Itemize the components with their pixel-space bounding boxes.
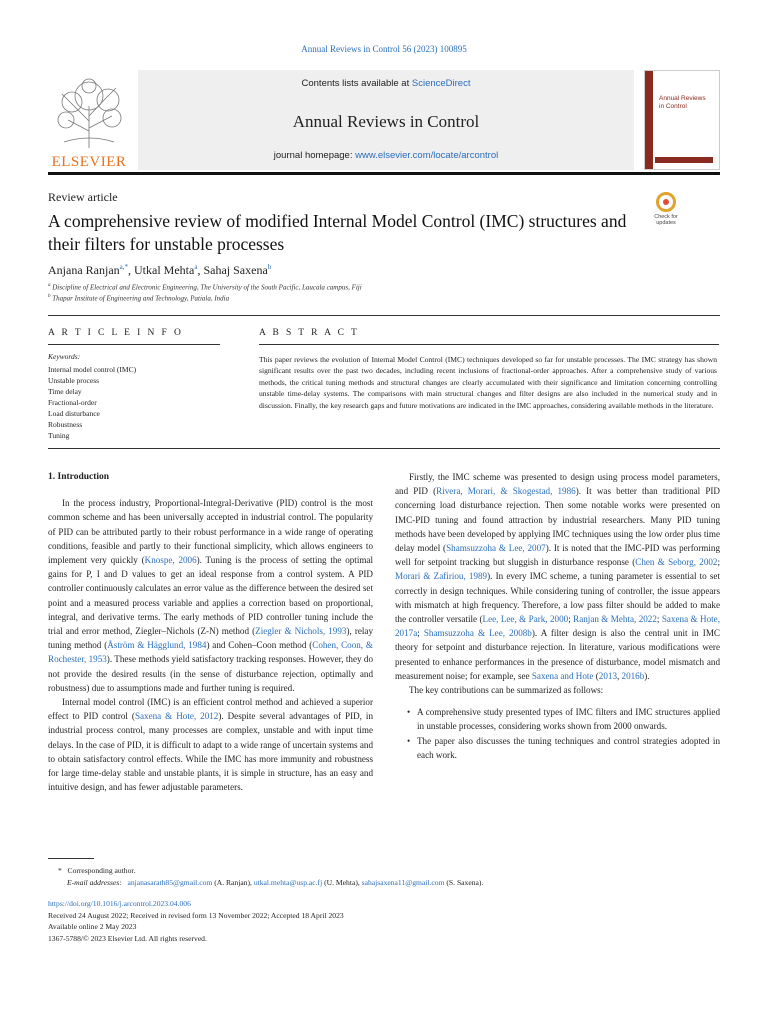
abstract-text: This paper reviews the evolution of Internal Model Control (IMC) techniques developed so far for unstable processes. The IMC strategy has shown significant results over the past two decades, including recent inclusions of fractional-order approaches. After a comprehensive study of various methods, the critical tuning methods and structural changes are clearly accumulated with their significance and limitation concerning controlling unstable time-delay systems. The comparisons with main structural changes and filter designs are also included in the numerical study and in discussion. Finally, the key research gaps and future motivations are indicated in the IMC approaches, considering available methods in the literature.	[259, 355, 717, 410]
author-list: Anjana Ranjan$^{a,*}$, Utkal Mehta$^a$, Sahaj Saxena$^b$	[48, 263, 272, 277]
citation-link[interactable]: Ziegler & Nichols, 1993	[255, 626, 347, 637]
citation-link[interactable]: Saxena & Hote, 2017a	[395, 614, 720, 639]
keyword: Tuning	[48, 431, 70, 440]
citation-link[interactable]: Rivera, Morari, & Skogestad, 1986	[436, 486, 576, 497]
check-updates-icon	[656, 192, 676, 212]
journal-cover-thumbnail[interactable]	[644, 70, 720, 170]
email-addresses: E-mail addresses: anjanasarath85@gmail.com (A. Ranjan), utkal.mehta@usp.ac.fj (U. Mehta), sahajsaxena11@gmail.com (S. Saxena).	[67, 878, 484, 887]
publication-info	[48, 898, 344, 944]
keywords-label: Keywords:	[48, 352, 81, 361]
body-paragraph: The key contributions can be summarized as follows:	[409, 685, 604, 696]
corresponding-author-note: * Corresponding author.	[58, 866, 136, 875]
citation-link[interactable]: Ranjan & Mehta, 2022	[573, 614, 657, 625]
article-info-heading: A R T I C L E I N F O	[48, 328, 184, 338]
abstract-end-divider	[48, 448, 720, 449]
abstract-heading: A B S T R A C T	[259, 328, 360, 338]
contribution-item: • A comprehensive study presented types of IMC filters and IMC structures applied in unstable processes, considering works shown from 2000 onwards.	[407, 705, 720, 733]
affiliation-divider	[48, 315, 720, 316]
citation-link[interactable]: Saxena and Hote	[531, 670, 594, 681]
author[interactable]: Anjana Ranjan$^{a,*}$	[48, 263, 129, 277]
citation-link[interactable]: Shamsuzzoha & Lee, 2007	[446, 543, 546, 554]
journal-info-box	[138, 70, 634, 170]
citation-link[interactable]: Lee, Lee, & Park, 2000	[482, 614, 569, 625]
check-for-updates-badge[interactable]	[648, 192, 684, 232]
section-heading: 1. Introduction	[48, 472, 110, 482]
keyword: Robustness	[48, 420, 83, 429]
citation-link[interactable]: Cohen, Coon, & Rochester, 1953	[48, 640, 373, 665]
journal-masthead	[48, 70, 720, 174]
footnote-divider	[48, 858, 94, 859]
cover-title: Annual Reviews in Control	[659, 95, 706, 110]
info-divider	[48, 344, 220, 345]
citation-link[interactable]: Åström & Hägglund, 1984	[107, 640, 207, 651]
citation-link[interactable]: Morari & Zafiriou, 1989	[395, 571, 488, 582]
body-left-column	[48, 470, 373, 794]
affiliation-b: $^b$ Thapar Institute of Engineering and Technology, Patiala, India	[48, 294, 230, 303]
affiliation-a: $^a$ Discipline of Electrical and Electronic Engineering, The University of the South Pacific, Laucala campus, Fiji	[48, 283, 362, 292]
keyword: Fractional-order	[48, 398, 97, 407]
citation-link[interactable]: Knospe, 2006	[144, 555, 197, 566]
citation-link[interactable]: Chen & Seborg, 2002	[635, 557, 718, 568]
elsevier-wordmark: ELSEVIER	[51, 154, 127, 170]
journal-homepage	[138, 150, 634, 161]
sciencedirect-link[interactable]: ScienceDirect	[411, 78, 471, 89]
elsevier-logo[interactable]	[48, 74, 130, 170]
contribution-list	[395, 705, 720, 762]
doi-link[interactable]: https://doi.org/10.1016/j.arcontrol.2023.04.006	[48, 899, 191, 908]
body-paragraph: In the process industry, Proportional-Integral-Derivative (PID) control is the most common scheme and has been universally accepted in industrial control. The popularity of PID can be attributed partly to their robust performance in a wide range of operating conditions, feasible and partly to their functional simplicity, which allows engineers to implement very quickly (Knospe, 2006). Tuning is the process of setting the optimal gains for P, I and D values to get an ideal response from a control system. A PID controller continuously calculates an error value as the difference between the desired set point and a measured process variable and applies a correction based on proportional, integral, and derivative terms. The early methods of PID controller tuning include the trial and error method, Ziegler–Nichols (Z-N) method (Ziegler & Nichols, 1993), relay tuning method (Åström & Hägglund, 1984) and Cohen–Coon method (Cohen, Coon, & Rochester, 1953). These methods yield satisfactory tracking responses. However, they do not provide the desired results (in the sense of disturbance rejection, optimally and robustness) due to assumptions made and further tuning is required.	[48, 498, 374, 693]
keyword: Internal model control (IMC)	[48, 365, 137, 374]
received-dates: Received 24 August 2022; Received in revised form 13 November 2022; Accepted 18 April 2023	[48, 910, 344, 920]
elsevier-tree-icon	[54, 76, 124, 148]
available-online: Available online 2 May 2023	[48, 922, 137, 931]
body-paragraph: Internal model control (IMC) is an efficient control method and achieved a superior effect to PID control (Saxena & Hote, 2012). Despite several advantages of PID, in industrial process control, many processes are complex, unstable and with input time delays. In the case of PID, it is difficult to adapt to a wide range of uncertain systems and to obtain satisfactory control effects. While the IMC has more immunity and robustness for large time-delay stable and unstable plants, it is simple in structure, has an easy and intuitive design, and has fewer adjustable parameters.	[48, 697, 373, 793]
cover-spine	[645, 71, 653, 169]
keyword: Time delay	[48, 387, 82, 396]
article-type: Review article	[48, 190, 118, 204]
homepage-prefix: journal homepage:	[273, 150, 353, 161]
citation-link[interactable]: 2013	[598, 670, 617, 681]
header-divider	[48, 172, 720, 175]
email-link[interactable]: sahajsaxena11@gmail.com	[361, 878, 445, 887]
citation-link[interactable]: Saxena & Hote, 2012	[134, 711, 219, 722]
contents-prefix: Contents lists available at	[301, 78, 410, 89]
contents-availability	[138, 78, 634, 89]
citation-link[interactable]: 2016b	[621, 670, 645, 681]
keyword: Unstable process	[48, 376, 100, 385]
article-title: A comprehensive review of modified Internal Model Control (IMC) structures and their filters for unstable processes	[48, 211, 627, 254]
body-paragraph: Firstly, the IMC scheme was presented to design using process model parameters, and PID (Rivera, Morari, & Skogestad, 1986). It was better than traditional PID concerning load disturbance rejection. Then some notable works were presented on IMC-PID tuning and found attraction by industrial researchers. Many PID tuning methods have been developed by applying IMC techniques using the low order plus time delay model (Shamsuzzoha & Lee, 2007). It is noted that the IMC-PID was performing well for setpoint tracking but sluggish in disturbance response (Chen & Seborg, 2002; Morari & Zafiriou, 1989). In every IMC scheme, a tuning parameter is essential to set correctly in design techniques. While considering tuning of controller, the issue appears with mismatch at high frequency. Therefore, a low pass filter should be added to make the controller versatile (Lee, Lee, & Park, 2000; Ranjan & Mehta, 2022; Saxena & Hote, 2017a; Shamsuzzoha & Lee, 2008b). A filter design is also the central unit in IMC theory for setpoint and disturbance rejection. In literature, various modifications were presented to enhance performances in the presence of disturbance, model mismatch and measurement noise; for example, see Saxena and Hote (2013, 2016b).	[395, 472, 721, 681]
abstract-divider	[259, 344, 719, 345]
copyright: 1367-5788/© 2023 Elsevier Ltd. All rights reserved.	[48, 933, 207, 943]
keyword-list	[48, 364, 136, 441]
author[interactable]: Utkal Mehta$^a$	[134, 263, 198, 277]
email-link[interactable]: utkal.mehta@usp.ac.fj	[253, 878, 323, 887]
cover-footer-band	[655, 157, 713, 163]
body-right-column	[395, 470, 720, 762]
check-updates-label: Check for updates	[654, 214, 678, 226]
author[interactable]: Sahaj Saxena$^b$	[203, 263, 272, 277]
keyword: Load disturbance	[48, 409, 100, 418]
journal-reference[interactable]: Annual Reviews in Control 56 (2023) 100895	[301, 44, 467, 54]
citation-link[interactable]: Shamsuzzoha & Lee, 2008b	[423, 628, 532, 639]
contribution-item: • The paper also discusses the tuning techniques and control strategies adopted in each work.	[407, 734, 720, 762]
homepage-link[interactable]: www.elsevier.com/locate/arcontrol	[355, 150, 499, 161]
journal-title: Annual Reviews in Control	[292, 112, 480, 131]
email-link[interactable]: anjanasarath85@gmail.com	[127, 878, 213, 887]
